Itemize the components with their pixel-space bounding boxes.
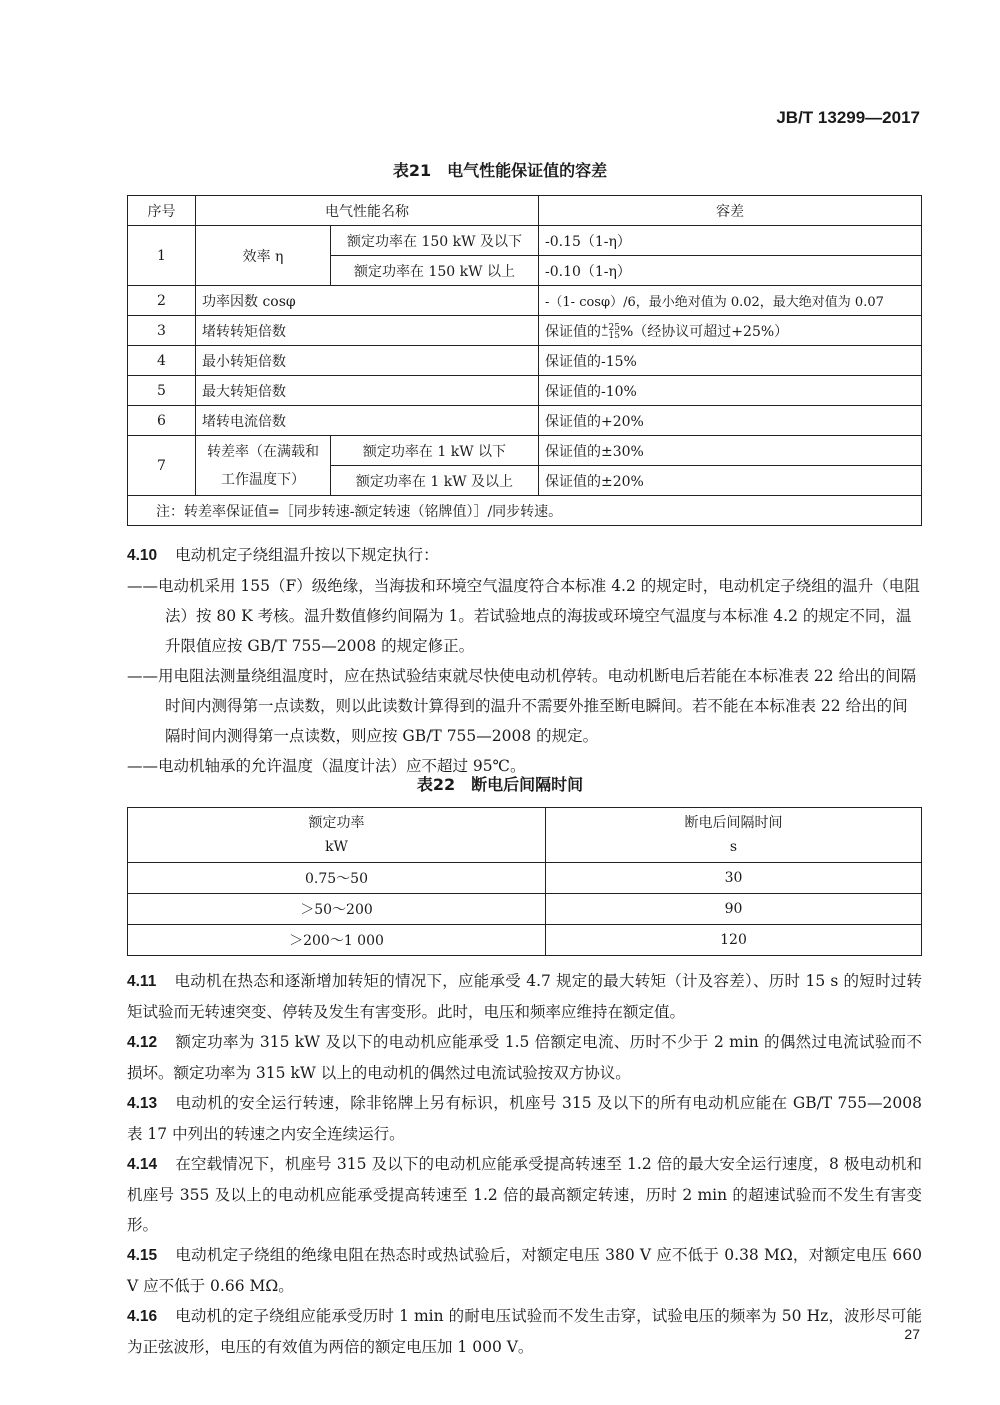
tolerance-prefix: 保证值的: [545, 323, 601, 340]
row-tolerance: -0.15（1-η）: [539, 226, 922, 256]
clause-number: 4.12: [127, 1034, 158, 1051]
row-sub: 额定功率在 1 kW 以下: [331, 436, 539, 466]
paragraph-text: 电动机定子绕组温升按以下规定执行：: [175, 546, 439, 564]
paragraph-text: 电动机定子绕组的绝缘电阻在热态时或热试验后，对额定电压 380 V 应不低于 0.38 MΩ，对额定电压 660 V 应不低于 0.66 MΩ。: [127, 1246, 922, 1295]
table-row: [128, 925, 922, 956]
header-power-label: 额定功率: [308, 815, 365, 831]
tolerance-lower: −15: [601, 330, 620, 341]
table-header-row: [128, 808, 922, 863]
row-sub: 额定功率在 150 kW 以上: [331, 256, 539, 286]
clauses-4-11-to-4-16: [127, 966, 922, 1362]
clause-number: 4.11: [127, 973, 157, 990]
paragraph: [127, 1088, 922, 1149]
list-item: ——电动机轴承的允许温度（温度计法）应不超过 95℃。: [127, 757, 526, 775]
row-name: 效率 η: [196, 226, 331, 286]
cell-time: 30: [546, 863, 922, 894]
paragraph: [127, 1027, 922, 1088]
paragraph: [127, 1240, 922, 1301]
header-interval: [546, 808, 922, 863]
clause-number: 4.15: [127, 1247, 158, 1264]
tolerance-suffix: %（经协议可超过+25%）: [620, 323, 789, 340]
header-power: [128, 808, 546, 863]
table-row: [128, 226, 922, 256]
header-interval-label: 断电后间隔时间: [684, 815, 783, 831]
table-row: [128, 316, 922, 346]
tolerance-range: [601, 324, 620, 340]
cell-power: 0.75～50: [128, 863, 546, 894]
clause-number: 4.14: [127, 1156, 158, 1173]
list-item: ——电动机采用 155（F）级绝缘，当海拔和环境空气温度符合本标准 4.2 的规定时，电动机定子绕组的温升（电阻法）按 80 K 考核。温升数值修约间隔为 1。若试验地点的海拔或环境空气温度与本标准 4.2 的规定不同，温升限值应按 GB/T 755—2008 的规定修正。: [127, 577, 920, 655]
paragraph-text: 额定功率为 315 kW 及以下的电动机应能承受 1.5 倍额定电流、历时不少于 2 min 的偶然过电流试验而不损坏。额定功率为 315 kW 以上的电动机的偶然过电流试验按双方协议。: [127, 1033, 922, 1082]
paragraph-text: 电动机的安全运行转速，除非铭牌上另有标识，机座号 315 及以下的所有电动机应能在 GB/T 755—2008 表 17 中列出的转速之内安全连续运行。: [127, 1094, 922, 1143]
table22: [127, 807, 922, 956]
clause-number: 4.13: [127, 1095, 158, 1112]
paragraph-text: 电动机在热态和逐渐增加转矩的情况下，应能承受 4.7 规定的最大转矩（计及容差）、历时 15 s 的短时过转矩试验而无转速突变、停转及发生有害变形。此时，电压和频率应维持在额定值。: [127, 972, 922, 1021]
clause-number: 4.16: [127, 1308, 158, 1325]
page-number: 27: [904, 1326, 920, 1342]
table-row: [128, 346, 922, 376]
row-name: 堵转转矩倍数: [196, 316, 539, 346]
row-no: 7: [128, 436, 196, 496]
row-no: 5: [128, 376, 196, 406]
paragraph: [127, 966, 922, 1027]
paragraph: [127, 1149, 922, 1240]
standard-code: JB/T 13299—2017: [776, 108, 920, 127]
row-no: 4: [128, 346, 196, 376]
row-name: 转差率（在满载和工作温度下）: [196, 436, 331, 496]
row-tolerance: 保证值的-15%: [539, 346, 922, 376]
paragraph-text: 电动机的定子绕组应能承受历时 1 min 的耐电压试验而不发生击穿，试验电压的频率为 50 Hz，波形尽可能为正弦波形，电压的有效值为两倍的额定电压加 1 000 V。: [127, 1307, 922, 1356]
header-tolerance: 容差: [539, 196, 922, 226]
row-no: 3: [128, 316, 196, 346]
row-tolerance: [539, 316, 922, 346]
cell-time: 90: [546, 894, 922, 925]
list-item: ——用电阻法测量绕组温度时，应在热试验结束就尽快使电动机停转。电动机断电后若能在本标准表 22 给出的间隔时间内测得第一点读数，则以此读数计算得到的温升不需要外推至断电瞬间。若不能在本标准表 22 给出的间隔时间内测得第一点读数，则应按 GB/T 755—2008 的规定。: [127, 667, 917, 745]
cell-power: ＞200～1 000: [128, 925, 546, 956]
row-name: 功率因数 cosφ: [196, 286, 539, 316]
row-no: 2: [128, 286, 196, 316]
row-tolerance: 保证值的±20%: [539, 466, 922, 496]
row-tolerance: 保证值的±30%: [539, 436, 922, 466]
table-header-row: [128, 196, 922, 226]
tolerance-upper: +25: [601, 322, 620, 333]
header-name: 电气性能名称: [196, 196, 539, 226]
table-row: [128, 376, 922, 406]
paragraph: [127, 1301, 922, 1362]
row-tolerance: -0.10（1-η）: [539, 256, 922, 286]
table-row: [128, 436, 922, 466]
table-note-row: [128, 496, 922, 526]
row-sub: 额定功率在 1 kW 及以上: [331, 466, 539, 496]
table22-title: 表22 断电后间隔时间: [416, 775, 584, 794]
row-no: 1: [128, 226, 196, 286]
paragraph: [127, 540, 922, 571]
clause-number: 4.10: [127, 547, 158, 564]
row-tolerance: 保证值的-10%: [539, 376, 922, 406]
header-no: 序号: [128, 196, 196, 226]
table-note: 注：转差率保证值=［同步转速-额定转速（铭牌值）］/同步转速。: [128, 496, 922, 526]
table-row: [128, 863, 922, 894]
header-interval-unit: s: [729, 839, 738, 855]
table-row: [128, 286, 922, 316]
row-name: 堵转电流倍数: [196, 406, 539, 436]
table21-title: 表21 电气性能保证值的容差: [392, 161, 608, 180]
cell-time: 120: [546, 925, 922, 956]
row-name: 最大转矩倍数: [196, 376, 539, 406]
row-tolerance: 保证值的+20%: [539, 406, 922, 436]
cell-power: ＞50～200: [128, 894, 546, 925]
table-row: [128, 894, 922, 925]
table-row: [128, 406, 922, 436]
row-tolerance: -（1- cosφ）/6，最小绝对值为 0.02，最大绝对值为 0.07: [539, 286, 922, 316]
paragraph-text: 在空载情况下，机座号 315 及以下的电动机应能承受提高转速至 1.2 倍的最大安全运行速度，8 极电动机和机座号 355 及以上的电动机应能承受提高转速至 1.2 倍的最高额定转速，历时 2 min 的超速试验而不发生有害变形。: [127, 1155, 922, 1234]
row-name: 最小转矩倍数: [196, 346, 539, 376]
section-4-10: [127, 540, 922, 781]
table21: [127, 195, 922, 526]
row-sub: 额定功率在 150 kW 及以下: [331, 226, 539, 256]
row-no: 6: [128, 406, 196, 436]
header-power-unit: kW: [325, 839, 348, 855]
